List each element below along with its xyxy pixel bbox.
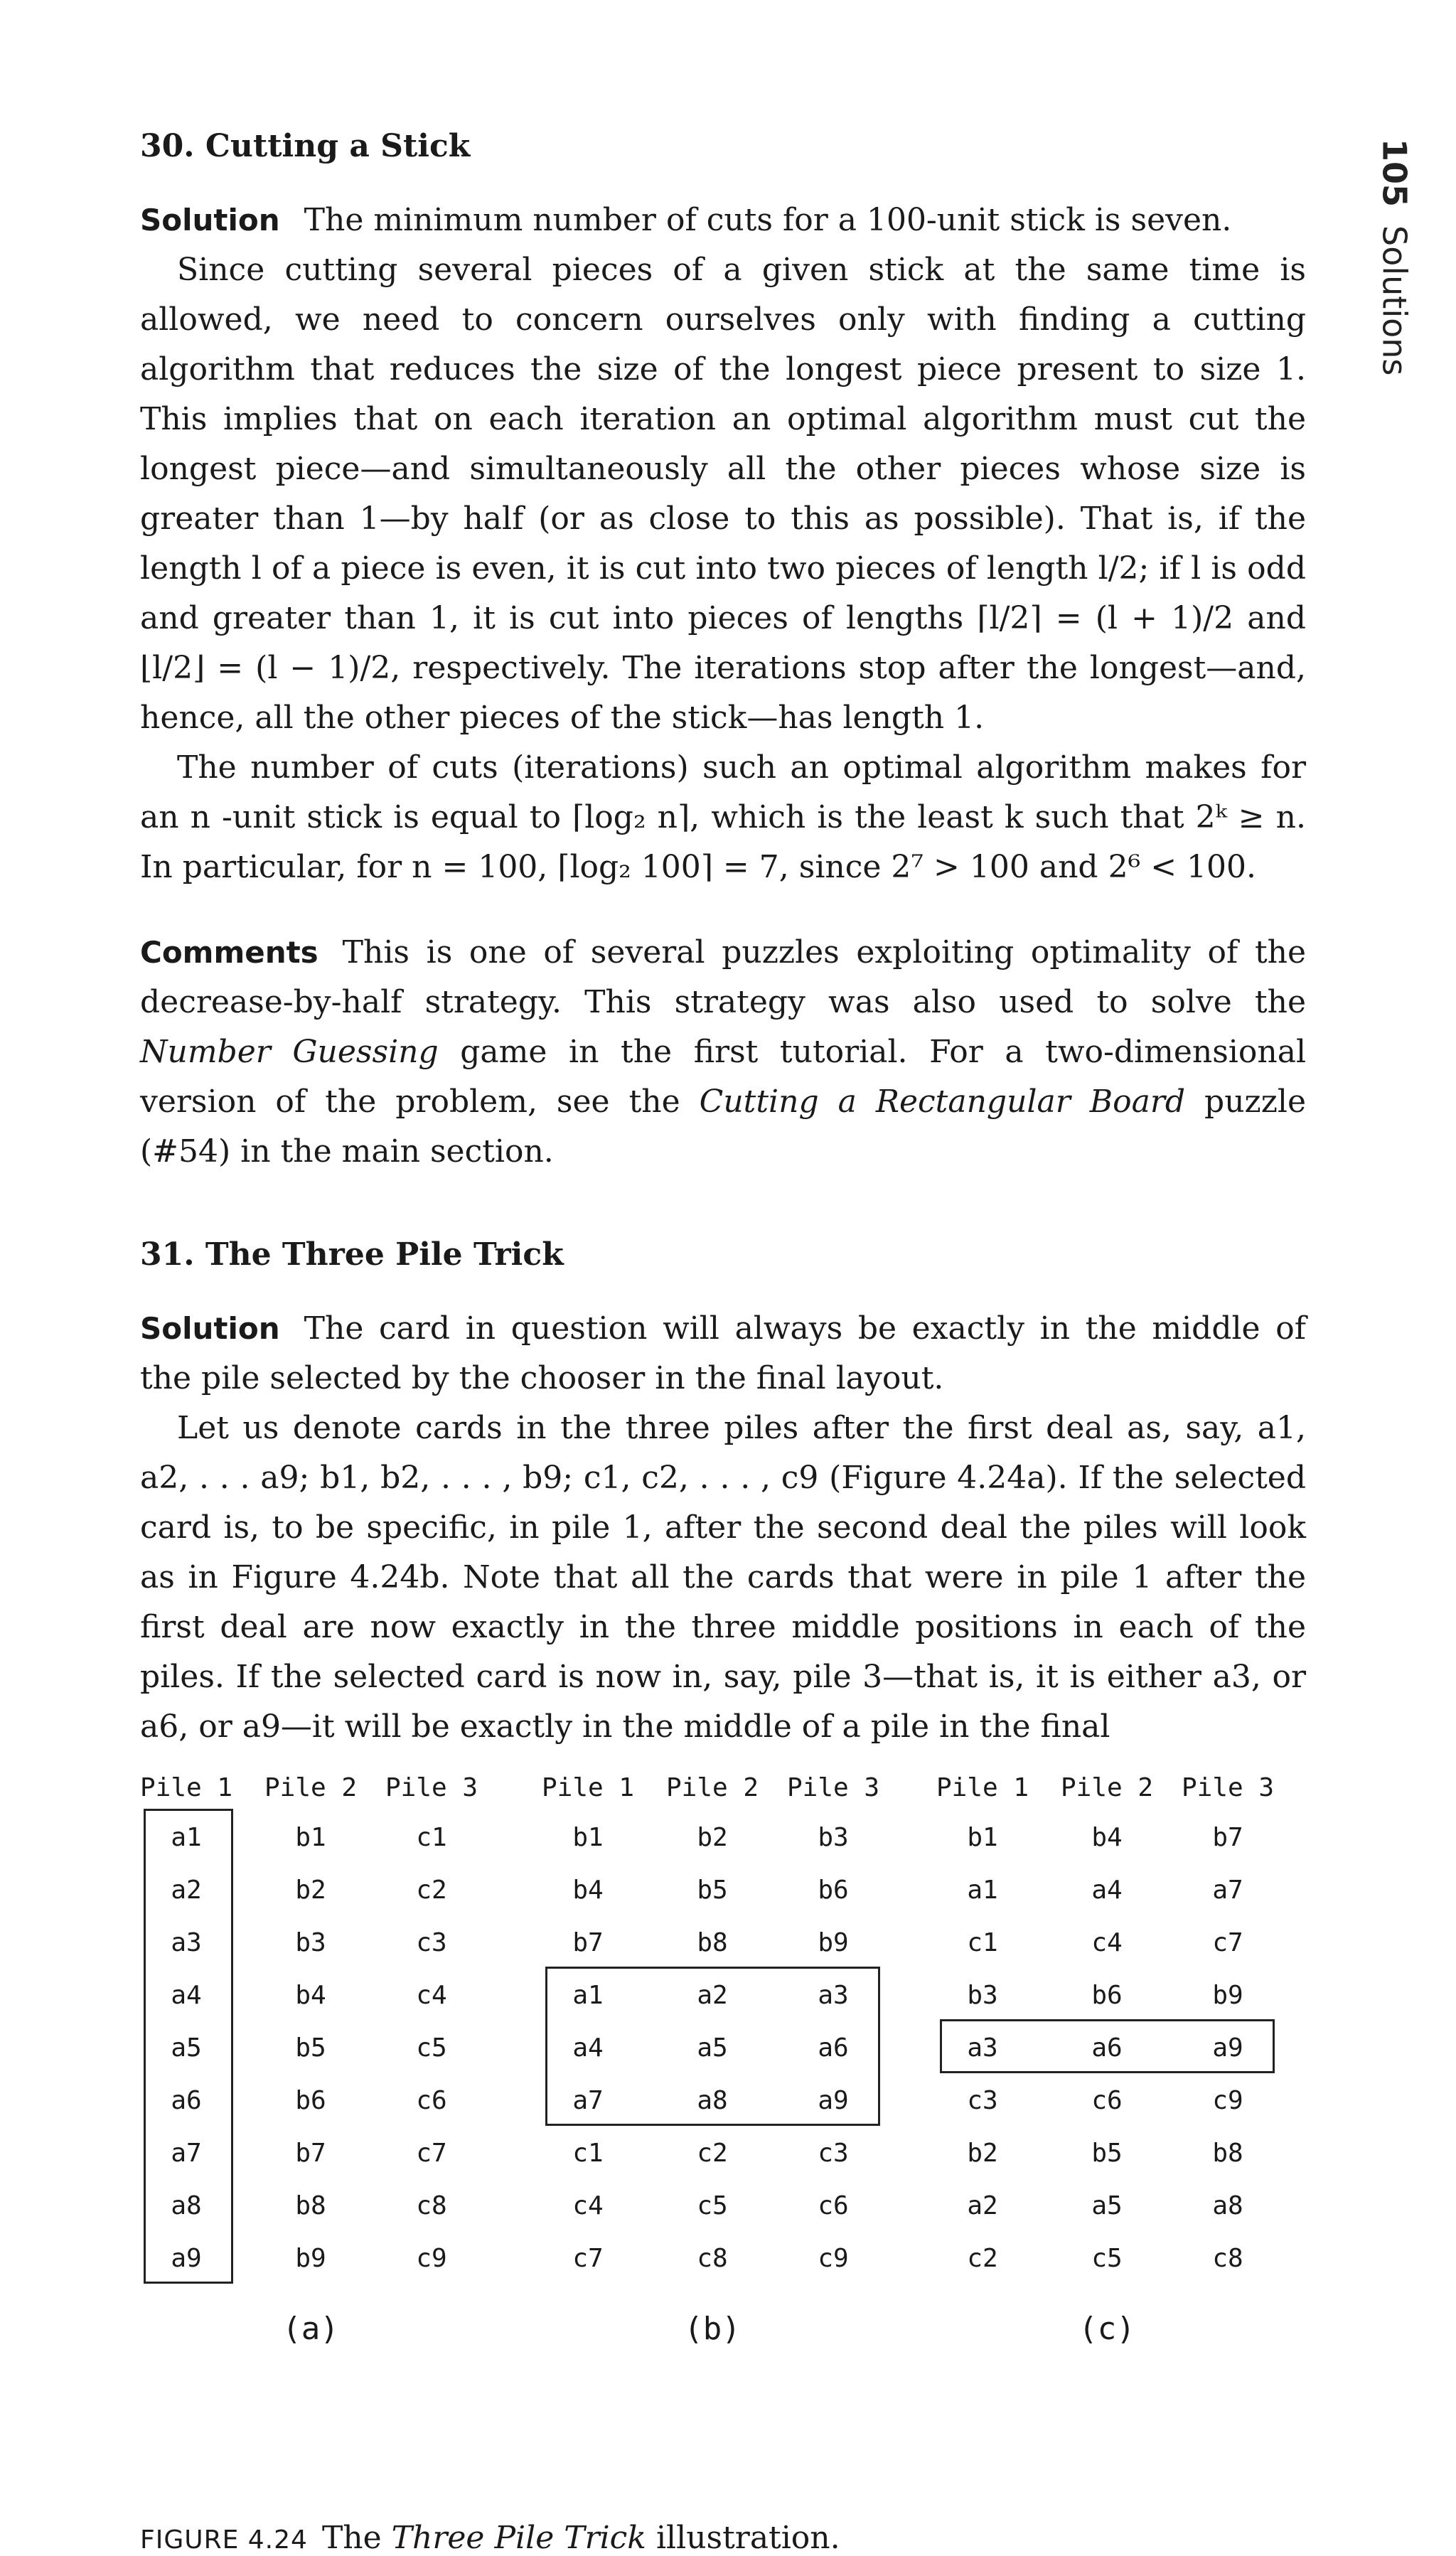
card-cell: c9 [416, 2244, 447, 2273]
card-cell: a4 [1091, 1876, 1123, 1905]
running-head-section: Solutions [1375, 225, 1413, 376]
card-cell: a2 [171, 1876, 202, 1905]
card-cell: a3 [967, 2033, 998, 2063]
card-cell: b2 [295, 1876, 326, 1905]
card-cell: b3 [818, 1823, 849, 1852]
panel-label: (b) [684, 2311, 741, 2347]
card-cell: a4 [572, 2033, 604, 2063]
card-cell: c2 [697, 2139, 728, 2168]
section-30-comments: Comments This is one of several puzzles exploiting optimality of the decrease-by-half strategy. This strategy was also used to solve the Number Guessing game in the first tutorial. For a two-dimensional version of the problem, see the Cutting a Rectangular Board puzzle (#54) in the main section. [140, 934, 1307, 1170]
selected-pile-box [940, 2019, 1275, 2073]
card-cell: b7 [295, 2139, 326, 2168]
card-cell: a8 [697, 2086, 728, 2115]
card-cell: a6 [1091, 2033, 1123, 2063]
solution-label: Solution [140, 1311, 280, 1346]
card-cell: b7 [572, 1928, 604, 1957]
section-31-solution [140, 1304, 1306, 1403]
pile-header: Pile 1 [541, 1773, 635, 1802]
cutting-board-ref: Cutting a Rectangular Board [699, 1084, 1186, 1120]
card-cell: a9 [818, 2086, 849, 2115]
pile-header: Pile 1 [139, 1773, 233, 1802]
card-cell: b5 [1091, 2139, 1123, 2168]
card-cell: c6 [818, 2191, 849, 2220]
pile-header: Pile 2 [264, 1773, 358, 1802]
card-cell: a2 [967, 2191, 998, 2220]
section-30-paragraph-2: The number of cuts (iterations) such an optimal algorithm makes for an n -unit stick is equal to ⌈log₂ n⌉, which is the least k such that 2ᵏ ≥ n. In particular, for n = 100, ⌈log₂ 100⌉ = 7, since 2⁷ > 100 and 2⁶ < 100. [140, 749, 1306, 885]
card-cell: c7 [416, 2139, 447, 2168]
page-number: 105 [1375, 139, 1413, 208]
solution-statement: The minimum number of cuts for a 100-unit stick is seven. [304, 202, 1232, 238]
card-cell: b8 [1212, 2139, 1243, 2168]
card-cell: c9 [1212, 2086, 1243, 2115]
card-cell: c4 [572, 2191, 604, 2220]
card-cell: a6 [171, 2086, 202, 2115]
running-head [1375, 139, 1413, 375]
card-cell: c4 [416, 1981, 447, 2010]
card-cell: a6 [818, 2033, 849, 2063]
card-cell: a1 [171, 1823, 202, 1852]
section-31-title: 31. The Three Pile Trick [140, 1236, 564, 1273]
pile-header: Pile 3 [1181, 1773, 1275, 1802]
card-cell: a8 [171, 2191, 202, 2220]
card-cell: b5 [697, 1876, 728, 1905]
pile-header: Pile 2 [665, 1773, 759, 1802]
card-cell: a9 [1212, 2033, 1243, 2063]
card-cell: b2 [967, 2139, 998, 2168]
card-cell: b4 [1091, 1823, 1123, 1852]
solution-label: Solution [140, 203, 280, 237]
section-30-paragraph-1: Since cutting several pieces of a given stick at the same time is allowed, we need to concern ourselves only with finding a cutting algorithm that reduces the size of the longest piece present to size 1. This implies that on each iteration an optimal algorithm must cut the longest piece—and simultaneously all the other pieces whose size is greater than 1—by half (or as close to this as possible). That is, if the length l of a piece is even, it is cut into two pieces of length l/2; if l is odd and greater than 1, it is cut into pieces of lengths ⌈l/2⌉ = (l + 1)/2 and ⌊l/2⌋ = (l − 1)/2, respectively. The iterations stop after the longest—and, hence, all the other pieces of the stick—has length 1. [140, 252, 1306, 736]
card-cell: c5 [697, 2191, 728, 2220]
card-cell: a8 [1212, 2191, 1243, 2220]
solution-statement: The card in question will always be exactly in the middle of the pile selected by the chooser in the final layout. [140, 1310, 1306, 1396]
card-cell: b3 [295, 1928, 326, 1957]
selected-pile-box [144, 1809, 233, 2284]
card-cell: c3 [818, 2139, 849, 2168]
section-30-solution [140, 196, 1306, 245]
card-cell: a7 [171, 2139, 202, 2168]
card-cell: a3 [171, 1928, 202, 1957]
panel-label: (a) [282, 2311, 339, 2347]
card-cell: c3 [967, 2086, 998, 2115]
figure-4-24 [139, 1773, 1306, 2556]
card-cell: a5 [697, 2033, 728, 2063]
card-cell: b6 [818, 1876, 849, 1905]
figure-caption: FIGURE 4.24 The Three Pile Trick illustration. [140, 2520, 840, 2556]
card-cell: a3 [818, 1981, 849, 2010]
card-cell: c2 [967, 2244, 998, 2273]
card-cell: a1 [572, 1981, 604, 2010]
card-cell: b3 [967, 1981, 998, 2010]
card-cell: c8 [1212, 2244, 1243, 2273]
panel-label: (c) [1078, 2311, 1135, 2347]
section-30-title: 30. Cutting a Stick [140, 128, 471, 164]
card-cell: b8 [697, 1928, 728, 1957]
card-cell: c5 [1091, 2244, 1123, 2273]
card-cell: c4 [1091, 1928, 1123, 1957]
card-cell: c1 [572, 2139, 604, 2168]
card-cell: c7 [1212, 1928, 1243, 1957]
card-cell: a9 [171, 2244, 202, 2273]
page-body [139, 128, 1307, 2556]
card-cell: b8 [295, 2191, 326, 2220]
card-cell: c1 [967, 1928, 998, 1957]
comments-label: Comments [140, 935, 318, 970]
card-cell: c6 [1091, 2086, 1123, 2115]
card-cell: c2 [416, 1876, 447, 1905]
card-cell: a7 [1212, 1876, 1243, 1905]
card-cell: b5 [295, 2033, 326, 2063]
card-cell: b1 [967, 1823, 998, 1852]
card-cell: b6 [295, 2086, 326, 2115]
card-cell: c1 [416, 1823, 447, 1852]
section-31-paragraph-1: Let us denote cards in the three piles after the first deal as, say, a1, a2, . . . a9; b1, b2, . . . , b9; c1, c2, . . . , c9 (Figure 4.24a). If the selected card is, to be specific, in pile 1, after the second deal the piles will look as in Figure 4.24b. Note that all the cards that were in pile 1 after the first deal are now exactly in the three middle positions in each of the piles. If the selected card is now in, say, pile 3—that is, it is either a3, or a6, or a9—it will be exactly in the middle of a pile in the final [140, 1410, 1306, 1745]
card-cell: b7 [1212, 1823, 1243, 1852]
figure-label: FIGURE 4.24 [140, 2525, 308, 2555]
card-cell: a5 [171, 2033, 202, 2063]
card-cell: a1 [967, 1876, 998, 1905]
pile-header: Pile 2 [1060, 1773, 1154, 1802]
card-cell: c6 [416, 2086, 447, 2115]
card-cell: b9 [1212, 1981, 1243, 2010]
card-cell: b4 [572, 1876, 604, 1905]
card-cell: b4 [295, 1981, 326, 2010]
card-cell: c5 [416, 2033, 447, 2063]
pile-header: Pile 3 [385, 1773, 478, 1802]
card-cell: a2 [697, 1981, 728, 2010]
card-cell: b9 [295, 2244, 326, 2273]
card-cell: a4 [171, 1981, 202, 2010]
card-cell: a5 [1091, 2191, 1123, 2220]
card-cell: b6 [1091, 1981, 1123, 2010]
pile-header: Pile 1 [936, 1773, 1029, 1802]
card-cell: c7 [572, 2244, 604, 2273]
card-cell: b1 [572, 1823, 604, 1852]
card-cell: b2 [697, 1823, 728, 1852]
card-cell: c9 [818, 2244, 849, 2273]
card-cell: b1 [295, 1823, 326, 1852]
card-cell: c8 [416, 2191, 447, 2220]
card-cell: b9 [818, 1928, 849, 1957]
card-cell: c3 [416, 1928, 447, 1957]
card-cell: a7 [572, 2086, 604, 2115]
selected-pile-box [545, 1967, 880, 2126]
number-guessing-ref: Number Guessing [140, 1034, 439, 1070]
pile-header: Pile 3 [786, 1773, 880, 1802]
card-cell: c8 [697, 2244, 728, 2273]
